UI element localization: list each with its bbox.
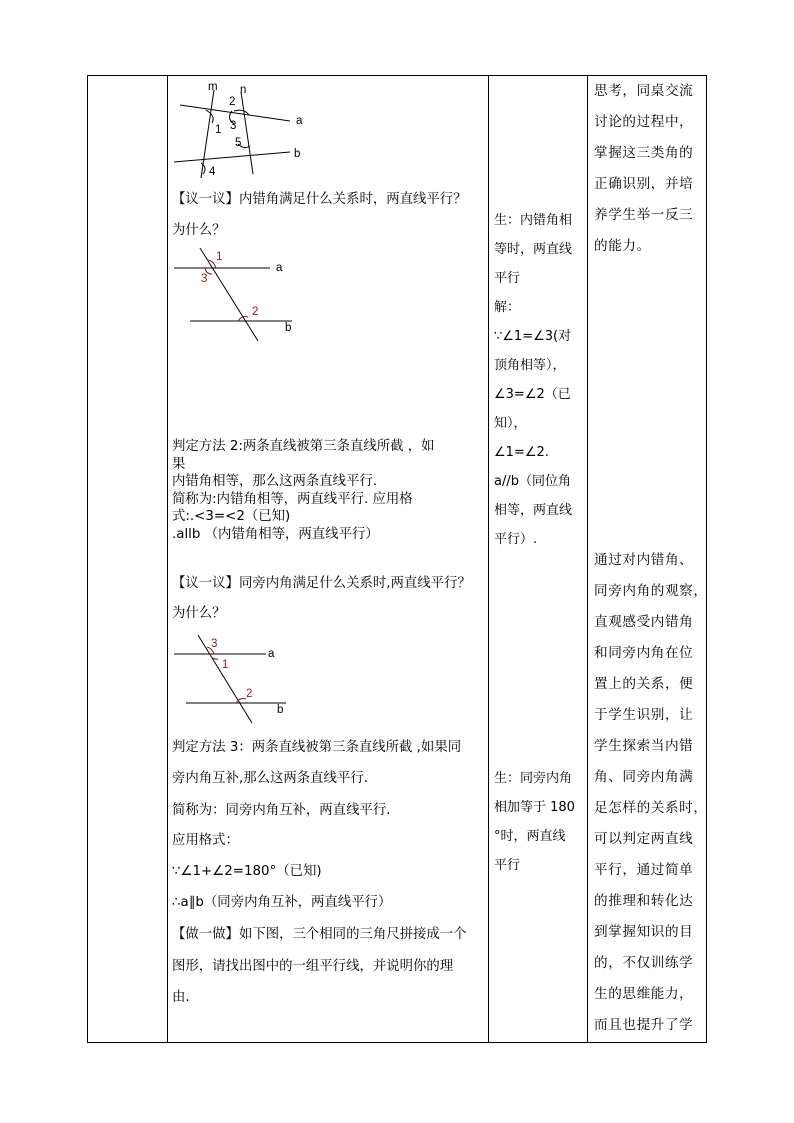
method3-format: 应用格式：: [172, 833, 239, 848]
student-answer-2-line: °时，两直线: [494, 829, 566, 844]
fig2-label-2: 2: [252, 306, 259, 318]
fig1-label-2: 2: [229, 96, 236, 108]
fig1-label-b: b: [294, 148, 301, 160]
method3-therefore: ∴a∥b（同旁内角互补，两直线平行）: [172, 895, 392, 910]
figure-alternate-interior-angles: [172, 244, 302, 344]
fig2-label-1: 1: [216, 251, 223, 263]
design-intent-1-line: 掌握这三类角的: [594, 145, 694, 161]
student-answer-1-line: 相等，两直线: [494, 503, 573, 518]
doit-line1: 【做一做】如下图，三个相同的三角尺拼接成一个: [172, 927, 467, 942]
design-intent-2-line: 到掌握知识的目: [594, 924, 694, 940]
table-divider-3: [587, 75, 588, 1043]
method3-line1: 判定方法 3：两条直线被第三条直线所截 ,如果同: [172, 740, 462, 755]
fig1-label-m: m: [208, 81, 218, 93]
student-answer-1-line: 知），: [494, 416, 527, 431]
method2-line1: 判定方法 2:两条直线被第三条直线所截 ，如: [172, 439, 435, 454]
design-intent-2-line: 足怎样的关系时，: [594, 800, 708, 816]
method2-line3: 内错角相等，那么这两条直线平行.: [172, 474, 378, 489]
discuss1-line2: 为什么？: [172, 223, 226, 238]
student-answer-1-line: ∠3=∠2（已: [494, 387, 571, 402]
design-intent-2-line: 而且也提升了学: [594, 1017, 694, 1033]
design-intent-2-line: 生的思维能力，: [594, 986, 694, 1002]
table-border-left: [87, 75, 88, 1043]
method2-line4: 简称为:内错角相等，两直线平行. 应用格: [172, 491, 413, 507]
design-intent-2: [594, 545, 708, 1041]
design-intent-1-line: 讨论的过程中，: [594, 114, 694, 130]
student-answer-1-line: 平行）.: [494, 532, 538, 547]
method2-line6: .allb （内错角相等，两直线平行）: [172, 526, 379, 542]
design-intent-2-line: 学生探索当内错: [594, 738, 694, 754]
method3-because: ∵∠1+∠2=180°（已知): [172, 864, 322, 879]
fig2-label-a: a: [276, 262, 283, 274]
student-answer-1-line: ∠1=∠2.: [494, 445, 549, 460]
fig1-label-4: 4: [209, 166, 216, 178]
method2-line5: 式:.<3=<2（已知): [172, 509, 291, 524]
design-intent-2-line: 角、同旁内角满: [594, 769, 694, 785]
design-intent-2-line: 可以判定两直线: [594, 831, 694, 847]
design-intent-2-line: 于学生识别，让: [594, 707, 694, 723]
fig1-label-n: n: [240, 84, 247, 96]
design-intent-1-line: 思考，同桌交流: [594, 83, 694, 99]
design-intent-1-line: 正确识别，并培: [594, 176, 694, 192]
student-answer-1-line: 等时，两直线: [494, 242, 573, 257]
student-answer-2-line: 平行: [494, 858, 521, 873]
discuss1-line1: 【议一议】内错角满足什么关系时，两直线平行？: [172, 192, 467, 207]
student-answer-1-line: 顶角相等），: [494, 358, 566, 373]
fig3-label-2: 2: [246, 688, 253, 700]
fig1-label-1: 1: [215, 124, 222, 136]
method2-line2: 果: [172, 456, 186, 472]
design-intent-2-line: 的推理和转化达: [594, 893, 694, 909]
table-divider-2: [488, 75, 489, 1043]
student-answer-1-line: a//b（同位角: [494, 474, 571, 489]
fig3-label-3: 3: [211, 638, 218, 650]
design-intent-2-line: 平行，通过简单: [594, 862, 694, 878]
student-answer-1-line: 平行: [494, 271, 521, 286]
student-answer-2-line: 相加等于 180: [494, 800, 575, 815]
figure-co-interior-angles: [172, 631, 302, 726]
design-intent-2-line: 和同旁内角在位: [594, 645, 694, 661]
student-answer-1-line: 生：内错角相: [494, 213, 573, 228]
student-answer-1-line: ∵∠1=∠3(对: [494, 329, 572, 344]
fig3-label-b: b: [277, 704, 284, 716]
design-intent-1-line: 养学生举一反三: [594, 207, 694, 223]
design-intent-2-line: 置上的关系，便: [594, 676, 694, 692]
design-intent-2-line: 同旁内角的观察，: [594, 583, 708, 599]
design-intent-2-line: 直观感受内错角: [594, 614, 694, 630]
fig2-label-3: 3: [201, 273, 208, 285]
design-intent-1: [594, 76, 693, 262]
fig1-label-3: 3: [230, 120, 237, 132]
fig1-label-a: a: [296, 115, 303, 127]
fig2-label-b: b: [285, 322, 292, 334]
method3-line2: 旁内角互补,那么这两条直线平行.: [172, 771, 368, 786]
student-answer-1-line: 解：: [494, 300, 521, 315]
discuss2-line1: 【议一议】同旁内角满足什么关系时,两直线平行？: [172, 576, 471, 591]
table-divider-1: [167, 75, 168, 1043]
doit-line3: 由.: [172, 990, 190, 1005]
design-intent-2-line: 通过对内错角、: [594, 552, 694, 568]
fig3-label-a: a: [268, 648, 275, 660]
student-answer-2: [494, 764, 575, 880]
fig1-label-5: 5: [235, 137, 242, 149]
student-answer-1: [494, 206, 572, 554]
doit-line2: 图形，请找出图中的一组平行线，并说明你的理: [172, 959, 454, 974]
fig3-label-1: 1: [222, 659, 229, 671]
design-intent-2-line: 的，不仅训练学: [594, 955, 694, 971]
table-border-bottom: [87, 1042, 707, 1043]
student-answer-2-line: 生：同旁内角: [494, 771, 573, 786]
method3-short: 简称为：同旁内角互补，两直线平行.: [172, 803, 391, 818]
figure-angles-diagram: [172, 78, 312, 180]
design-intent-1-line: 的能力。: [594, 238, 651, 254]
discuss2-line2: 为什么？: [172, 606, 226, 621]
